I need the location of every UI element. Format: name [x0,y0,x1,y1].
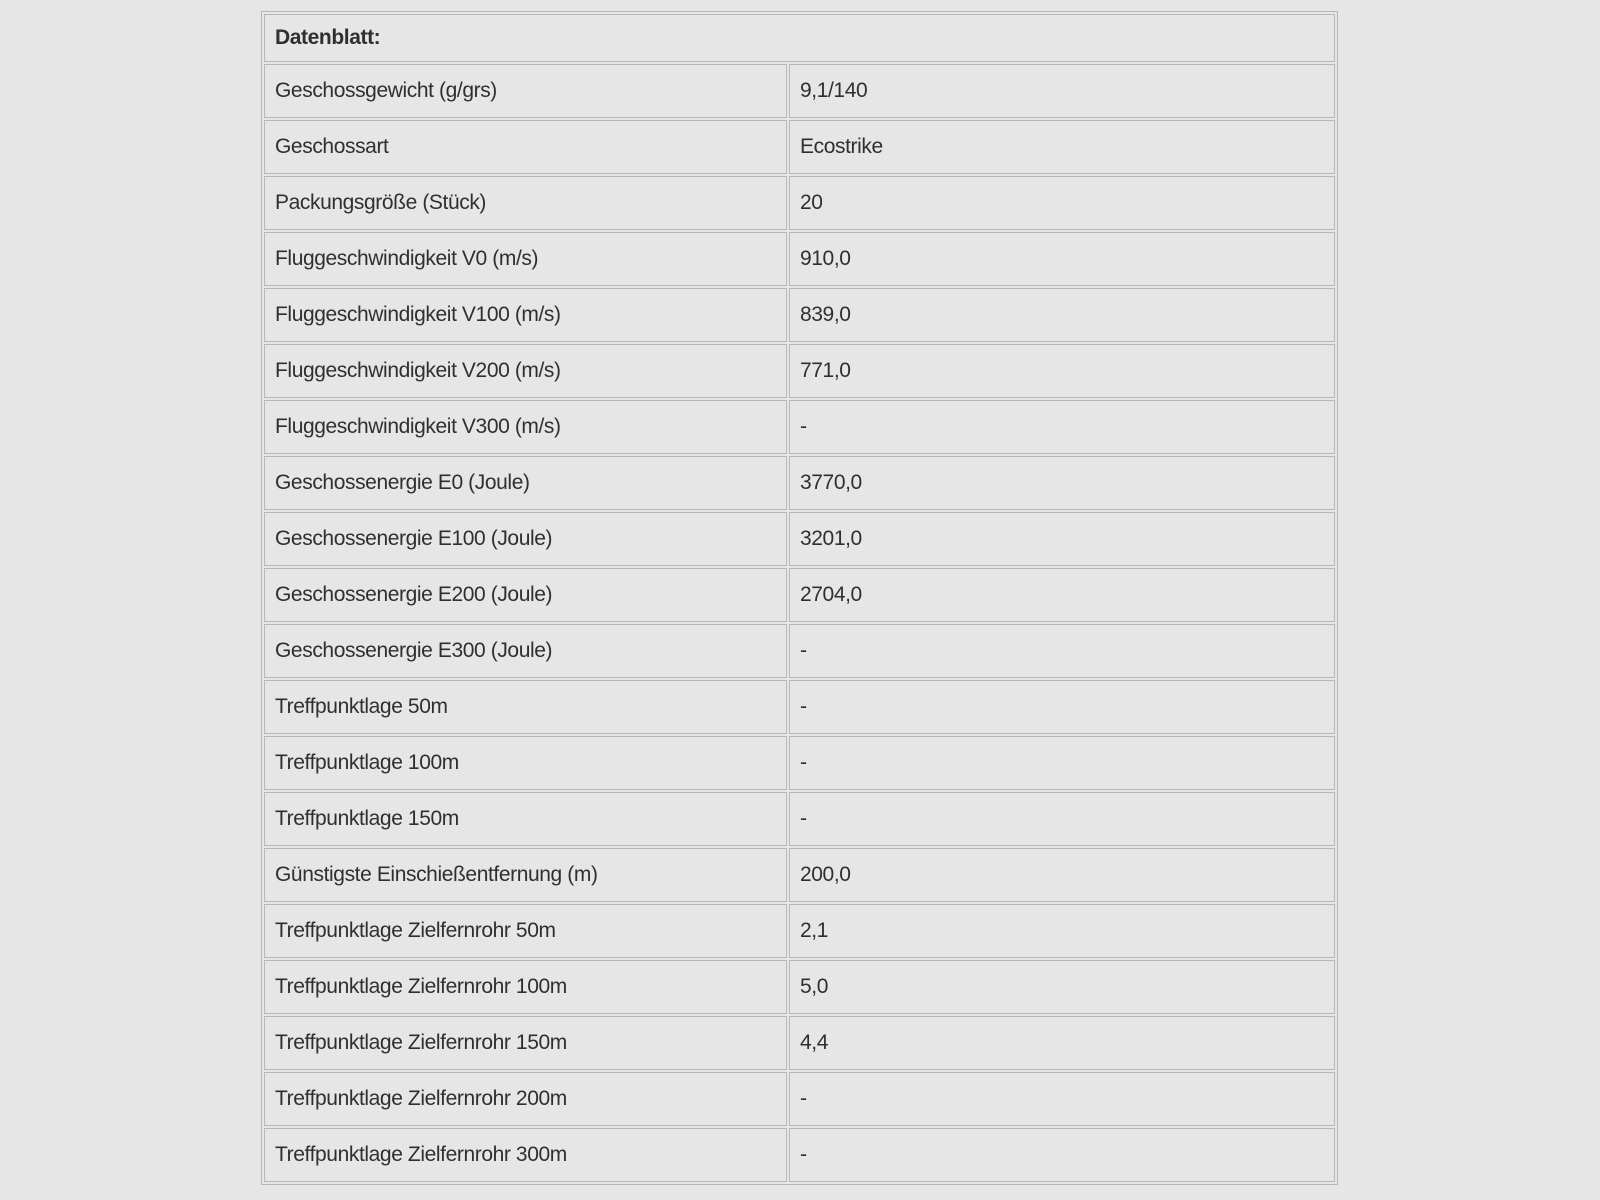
attribute-label-cell: Treffpunktlage Zielfernrohr 100m [264,960,787,1014]
attribute-label-cell: Geschossgewicht (g/grs) [264,64,787,118]
attribute-label-cell: Fluggeschwindigkeit V0 (m/s) [264,232,787,286]
attribute-label-cell: Treffpunktlage Zielfernrohr 50m [264,904,787,958]
attribute-value-cell: 5,0 [789,960,1335,1014]
attribute-label-cell: Geschossenergie E200 (Joule) [264,568,787,622]
table-row [264,64,1335,118]
attribute-label-cell: Packungsgröße (Stück) [264,176,787,230]
table-row [264,400,1335,454]
table-row [264,176,1335,230]
attribute-value-cell: 3201,0 [789,512,1335,566]
attribute-value-cell: 4,4 [789,1016,1335,1070]
table-row [264,232,1335,286]
attribute-label-cell: Geschossenergie E300 (Joule) [264,624,787,678]
attribute-label-cell: Treffpunktlage Zielfernrohr 300m [264,1128,787,1182]
table-row [264,624,1335,678]
attribute-label-cell: Treffpunktlage Zielfernrohr 150m [264,1016,787,1070]
datasheet-table-body [264,64,1335,1182]
attribute-value-cell: - [789,1072,1335,1126]
attribute-value-cell: 200,0 [789,848,1335,902]
table-row [264,848,1335,902]
attribute-value-cell: - [789,624,1335,678]
attribute-label-cell: Geschossenergie E100 (Joule) [264,512,787,566]
datasheet-table [261,11,1338,1185]
attribute-value-cell: - [789,792,1335,846]
attribute-value-cell: 839,0 [789,288,1335,342]
table-row [264,792,1335,846]
attribute-value-cell: - [789,400,1335,454]
attribute-label-cell: Geschossart [264,120,787,174]
attribute-label-cell: Fluggeschwindigkeit V300 (m/s) [264,400,787,454]
attribute-label-cell: Fluggeschwindigkeit V200 (m/s) [264,344,787,398]
attribute-label-cell: Geschossenergie E0 (Joule) [264,456,787,510]
attribute-label-cell: Treffpunktlage Zielfernrohr 200m [264,1072,787,1126]
table-row [264,960,1335,1014]
attribute-value-cell: 2704,0 [789,568,1335,622]
table-title-row [264,14,1335,62]
table-row [264,680,1335,734]
table-row [264,120,1335,174]
table-row [264,288,1335,342]
attribute-label-cell: Treffpunktlage 50m [264,680,787,734]
attribute-value-cell: 3770,0 [789,456,1335,510]
attribute-label-cell: Treffpunktlage 150m [264,792,787,846]
table-row [264,1016,1335,1070]
attribute-value-cell: 910,0 [789,232,1335,286]
table-row [264,456,1335,510]
attribute-label-cell: Treffpunktlage 100m [264,736,787,790]
attribute-value-cell: - [789,736,1335,790]
attribute-value-cell: Ecostrike [789,120,1335,174]
attribute-value-cell: 771,0 [789,344,1335,398]
attribute-value-cell: 2,1 [789,904,1335,958]
table-title: Datenblatt: [264,14,1335,62]
datasheet-table-head [264,14,1335,62]
table-row [264,344,1335,398]
attribute-value-cell: - [789,680,1335,734]
attribute-value-cell: 20 [789,176,1335,230]
attribute-value-cell: - [789,1128,1335,1182]
attribute-label-cell: Günstigste Einschießentfernung (m) [264,848,787,902]
table-row [264,1128,1335,1182]
table-row [264,904,1335,958]
attribute-value-cell: 9,1/140 [789,64,1335,118]
table-row [264,1072,1335,1126]
attribute-label-cell: Fluggeschwindigkeit V100 (m/s) [264,288,787,342]
table-row [264,512,1335,566]
table-row [264,568,1335,622]
table-row [264,736,1335,790]
